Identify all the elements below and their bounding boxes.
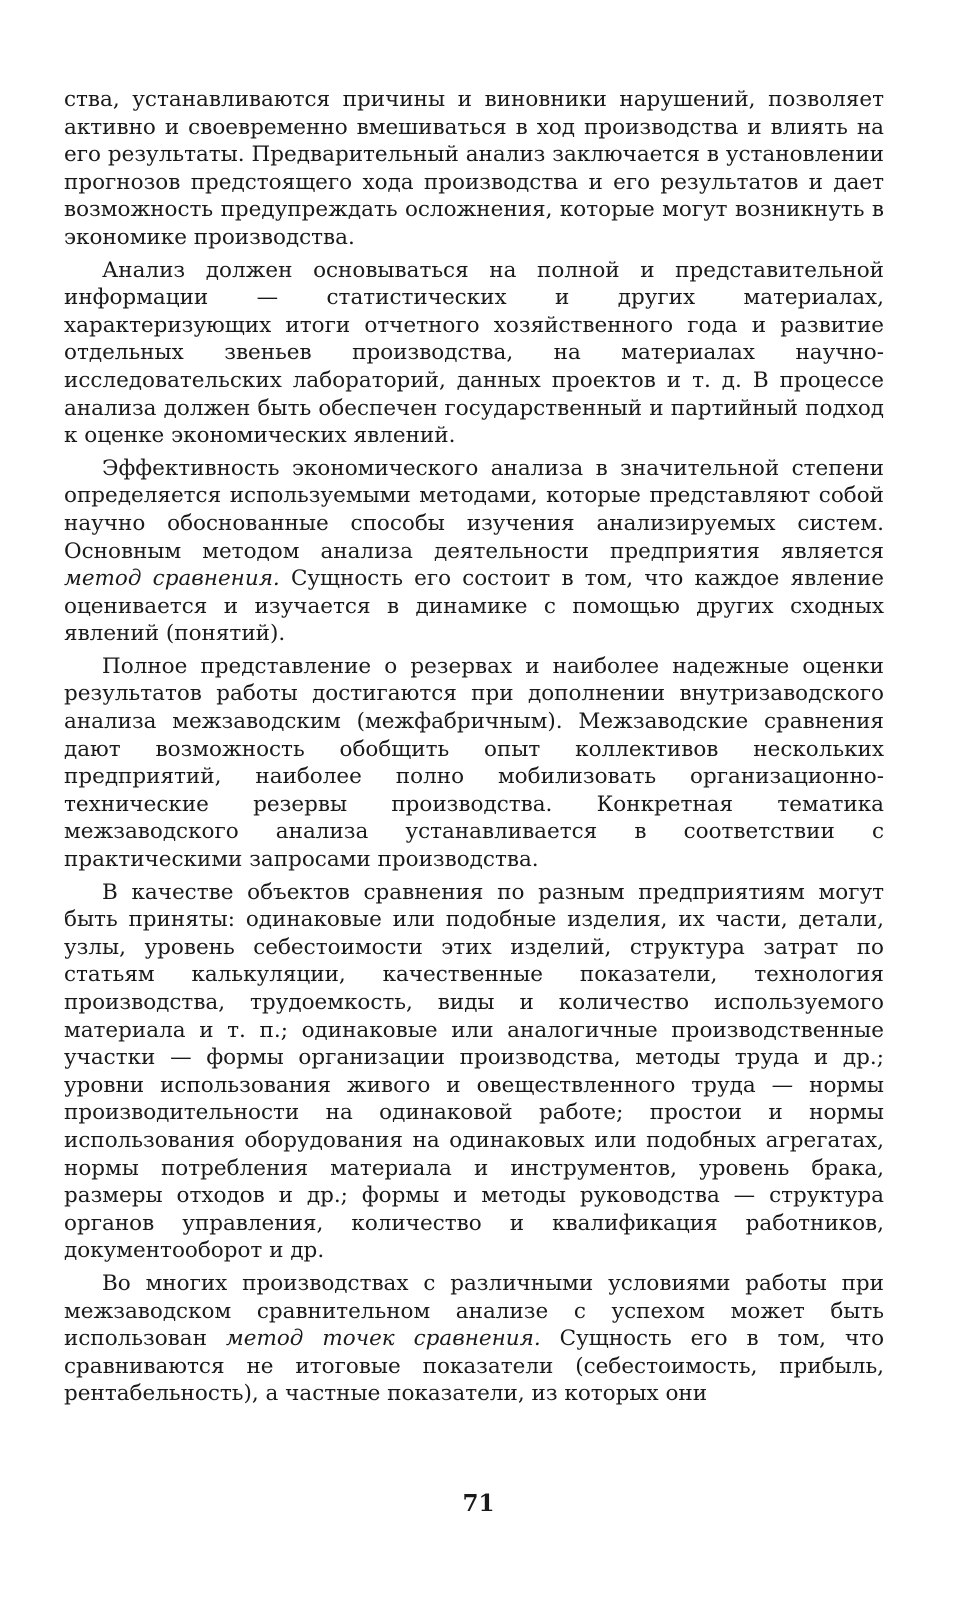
paragraph-6-text-start: Во многих производствах с различными условиями работы при межзаводском сравнительном анализе с успехом может быть использован: [64, 1270, 884, 1352]
paragraph-3-text-start: Эффективность экономического анализа в значительной степени определяется используемыми методами, которые представляют собой научно обоснованные способы изучения анализируемых систем. Основным методом анализа деятельности предприятия является: [64, 455, 884, 564]
paragraph-4-text: Полное представление о резервах и наиболее надежные оценки результатов работы достигаются при дополнении внутризаводского анализа межзаводским (межфабричным). Межзаводские сравнения дают возможность обобщить опыт коллективов нескольких предприятий, наиболее полно мобилизовать организационно-технические резервы производства. Конкретная тематика межзаводского анализа устанавливается в соответствии с практическими запросами производства.: [64, 653, 884, 873]
paragraph-5: [64, 879, 884, 1265]
page-number: 71: [462, 1490, 495, 1517]
paragraph-5-text: В качестве объектов сравнения по разным предприятиям могут быть приняты: одинаковые или подобные изделия, их части, детали, узлы, уровень себестоимости этих изделий, структура затрат по статьям калькуляции, качественные показатели, технология производства, трудоемкость, виды и количество используемого материала и т. п.; одинаковые или аналогичные производственные участки — формы организации производства, методы труда и др.; уровни использования живого и овеществленного труда — нормы производительности на одинаковой работе; простои и нормы использования оборудования на одинаковых или подобных агрегатах, нормы потребления материала и инструментов, уровень брака, размеры отходов и др.; формы и методы руководства — структура органов управления, количество и квалификация работников, документооборот и др.: [64, 879, 884, 1264]
paragraph-6-term: метод точек сравнения.: [225, 1326, 541, 1352]
paragraph-6: [64, 1270, 884, 1408]
paragraph-3-term: метод сравнения.: [64, 566, 280, 592]
paragraph-2: [64, 257, 884, 450]
paragraph-2-text: Анализ должен основываться на полной и представительной информации — статистических и других материалах, характеризующих итоги отчетного хозяйственного года и развитие отдельных звеньев производства, на материалах научно-исследовательских лабораторий, данных проектов и т. д. В процессе анализа должен быть обеспечен государственный и партийный подход к оценке экономических явлений.: [64, 257, 884, 449]
paragraph-3: [64, 455, 884, 648]
paragraph-6-text-end: Сущность его в том, что сравниваются не итоговые показатели (себестоимость, прибыль, рентабельность), а частные показатели, из которых они: [64, 1326, 885, 1407]
paragraph-3-text-end: Сущность его состоит в том, что каждое явление оценивается и изучается в динамике с помощью других сходных явлений (понятий).: [64, 566, 885, 647]
paragraph-1: [64, 86, 884, 252]
paragraph-1-text: ства, устанавливаются причины и виновники нарушений, позволяет активно и своевременно вмешиваться в ход производства и влиять на его результаты. Предварительный анализ заключается в установлении прогнозов предстоящего хода производства и его результатов и дает возможность предупреждать осложнения, которые могут возникнуть в экономике производства.: [64, 87, 884, 250]
page-body: [64, 86, 884, 1413]
paragraph-4: [64, 653, 884, 874]
